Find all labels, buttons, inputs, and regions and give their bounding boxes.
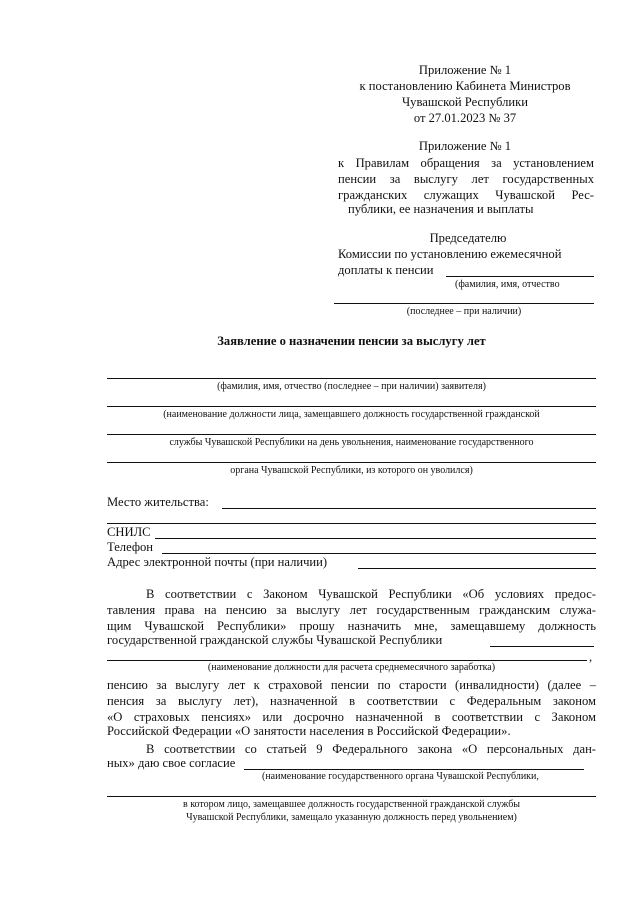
body-text-line: пенсия за выслугу лет), назначенной в соответствии с Федеральным законом <box>107 694 596 708</box>
appendix-date-line: от 27.01.2023 № 37 <box>413 111 517 125</box>
email-label: Адрес электронной почты (при наличии) <box>107 555 328 569</box>
applicant-position-line-2[interactable] <box>107 434 596 435</box>
applicant-name-hint: (фамилия, имя, отчество (последнее – при наличии) заявителя) <box>217 381 486 392</box>
phone-line[interactable] <box>162 553 596 554</box>
body-text-line: государственной гражданской службы Чувашской Республики <box>107 633 443 647</box>
consent-organ-line-2[interactable] <box>107 796 596 797</box>
body-text-line: В соответствии с Законом Чувашской Республики «Об условиях предос- <box>146 587 596 601</box>
applicant-position-hint: (наименование должности лица, замещавшего должность государственной гражданской <box>163 409 540 420</box>
appendix-rules-line: гражданских служащих Чувашской Рес- <box>338 188 594 202</box>
consent-organ-line[interactable] <box>244 769 584 770</box>
phone-label: Телефон <box>107 540 154 554</box>
body-text-line: В соответствии со статьей 9 Федерального закона «О персональных дан- <box>146 742 596 756</box>
addressee-name-line[interactable] <box>446 276 594 277</box>
body-text-line: щим Чувашской Республики» прошу назначить мне, замещавшему должность <box>107 619 596 633</box>
consent-organ-hint-2: в котором лицо, замещавшее должность государственной гражданской службы <box>182 799 521 810</box>
appendix-title: Приложение № 1 <box>418 63 512 77</box>
appendix-republic-line: Чувашской Республики <box>402 95 528 109</box>
addressee-title: Председателю <box>429 231 507 245</box>
snils-label: СНИЛС <box>107 525 151 539</box>
salary-position-line[interactable] <box>107 660 587 661</box>
body-text-line: тавления права на пенсию за выслугу лет государственным гражданским служа- <box>107 603 596 617</box>
addressee-pension-label: доплаты к пенсии <box>338 263 434 277</box>
appendix-rules-title: Приложение № 1 <box>418 139 512 153</box>
addressee-commission: Комиссии по установлению ежемесячной <box>338 247 562 261</box>
body-text-line: пенсию за выслугу лет к страховой пенсии по старости (инвалидности) (далее – <box>107 678 596 692</box>
consent-organ-hint: (наименование государственного органа Чувашской Республики, <box>262 771 539 782</box>
position-line[interactable] <box>490 646 594 647</box>
applicant-organ-hint: органа Чувашской Республики, из которого он уволился) <box>230 465 473 476</box>
appendix-rules-line: пенсии за выслугу лет государственных <box>338 172 594 186</box>
applicant-organ-line[interactable] <box>107 462 596 463</box>
email-line[interactable] <box>358 568 596 569</box>
appendix-rules-line: публики, ее назначения и выплаты <box>348 202 534 216</box>
body-text-line: ных» даю свое согласие <box>107 756 236 770</box>
salary-position-hint: (наименование должности для расчета среднемесячного заработка) <box>207 662 496 673</box>
snils-line[interactable] <box>155 538 596 539</box>
document-title: Заявление о назначении пенсии за выслугу лет <box>217 334 486 348</box>
appendix-decree-line: к постановлению Кабинета Министров <box>359 79 571 93</box>
addressee-hint-name: (фамилия, имя, отчество <box>455 279 560 290</box>
body-text-line: «О страховых пенсиях» или досрочно назначенной в соответствии с Законом <box>107 710 596 724</box>
appendix-rules-line: к Правилам обращения за установлением <box>338 156 594 170</box>
residence-line-2[interactable] <box>107 523 596 524</box>
residence-label: Место жительства: <box>107 495 209 509</box>
applicant-position-hint-2: службы Чувашской Республики на день увольнения, наименование государственного <box>169 437 534 448</box>
addressee-name-line-2[interactable] <box>334 303 594 304</box>
body-text-line: Российской Федерации «О занятости населения в Российской Федерации». <box>107 724 511 738</box>
applicant-position-line[interactable] <box>107 406 596 407</box>
addressee-hint-patronymic: (последнее – при наличии) <box>406 306 522 317</box>
applicant-name-line[interactable] <box>107 378 596 379</box>
consent-organ-hint-3: Чувашской Республики, замещало указанную должность перед увольнением) <box>186 812 517 823</box>
comma: , <box>589 650 593 664</box>
residence-line[interactable] <box>222 508 596 509</box>
